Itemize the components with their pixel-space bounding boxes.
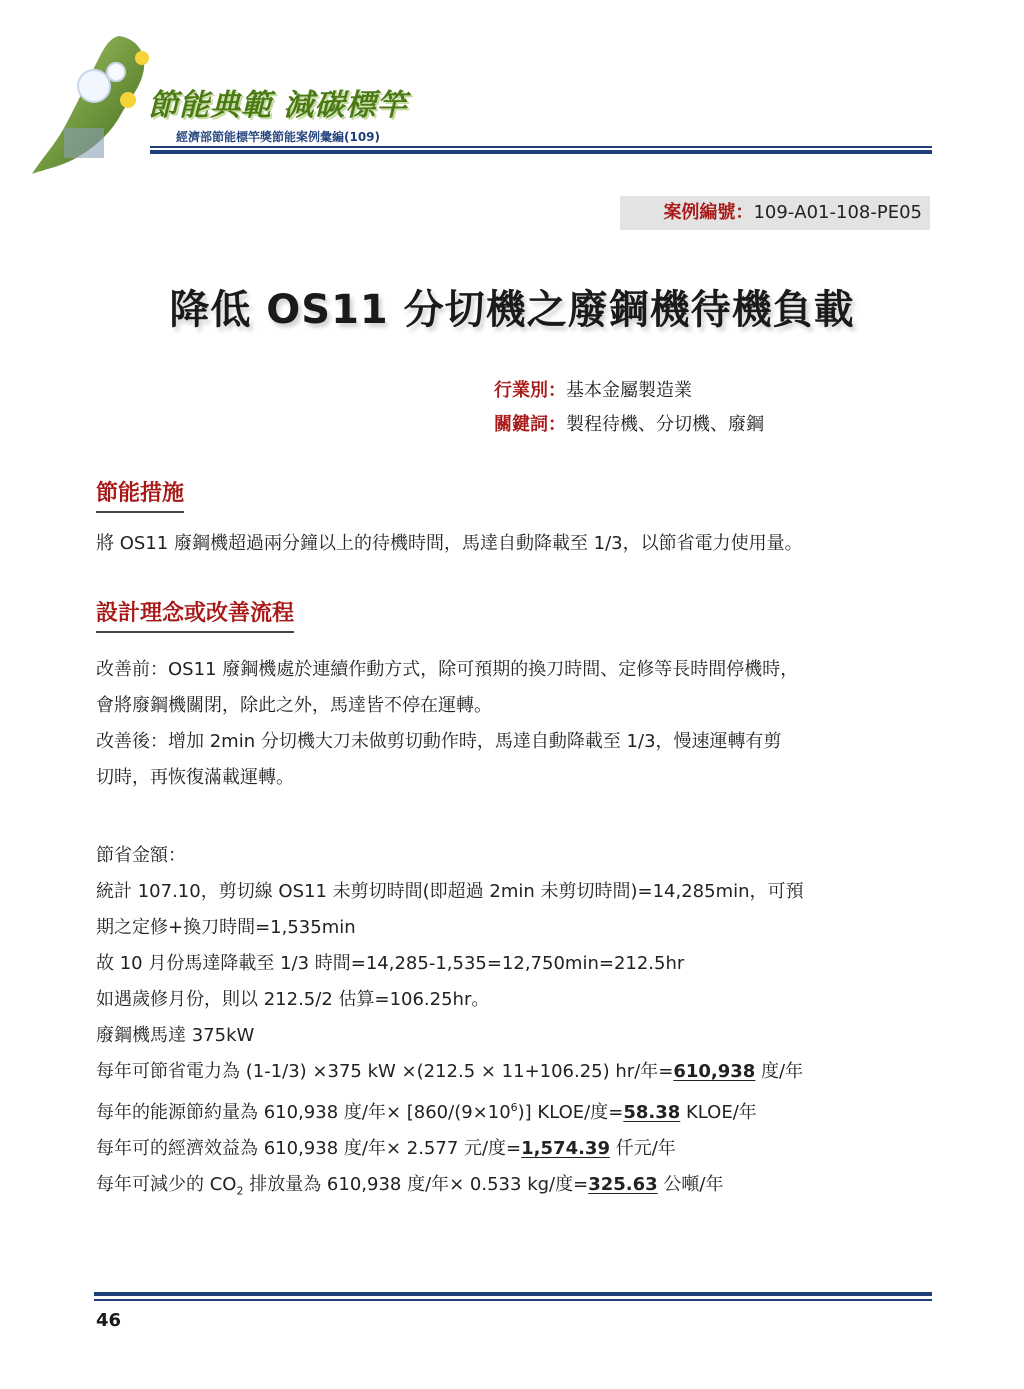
- page-number: 46: [96, 1310, 122, 1331]
- savings-line-5: 廢鋼機馬達 375kW: [96, 1025, 255, 1046]
- electricity-unit: 度/年: [755, 1061, 804, 1082]
- energy-unit: KLOE/年: [680, 1102, 757, 1123]
- after-line-2: 切時，再恢復滿載運轉。: [96, 767, 294, 788]
- measures-text: 將 OS11 廢鋼機超過兩分鐘以上的待機時間，馬達自動降載至 1/3，以節省電力使用量。: [96, 533, 803, 554]
- electricity-formula: 每年可節省電力為 (1-1/3) ×375 kW ×(212.5 × 11+106.25) hr/年=: [96, 1061, 674, 1082]
- co2-label: 每年可減少的 CO: [96, 1174, 237, 1195]
- savings-line-3: 故 10 月份馬達降載至 1/3 時間=14,285-1,535=12,750min=212.5hr: [96, 953, 685, 974]
- header-title: 節能典範 減碳標竿: [148, 88, 408, 123]
- savings-line-1: 統計 107.10，剪切線 OS11 未剪切時間(即超過 2min 未剪切時間)=14,285min，可預: [96, 881, 804, 902]
- industry-label: 行業別：: [494, 380, 566, 401]
- economic-benefit-line: [96, 1131, 936, 1167]
- before-line-1: 改善前：OS11 廢鋼機處於連續作動方式，除可預期的換刀時間、定修等長時間停機時，: [96, 659, 799, 680]
- case-id-box: [620, 196, 930, 230]
- energy-exponent: 6: [510, 1101, 518, 1114]
- energy-formula: 每年的能源節約量為 610,938 度/年× [860/(9×10: [96, 1102, 511, 1123]
- footer-divider: [94, 1292, 932, 1301]
- economic-unit: 仟元/年: [609, 1138, 676, 1159]
- section-heading-measures: 節能措施: [96, 476, 184, 513]
- savings-heading: 節省金額：: [96, 845, 186, 866]
- keywords-label: 關鍵詞：: [494, 414, 566, 435]
- energy-result: 58.38: [623, 1102, 681, 1123]
- header-divider: [150, 146, 932, 154]
- co2-formula: 排放量為 610,938 度/年× 0.533 kg/度=: [243, 1174, 589, 1195]
- co2-unit: 公噸/年: [657, 1174, 724, 1195]
- co2-subscript: 2: [236, 1184, 244, 1198]
- co2-result: 325.63: [588, 1174, 658, 1195]
- economic-formula: 每年可的經濟效益為 610,938 度/年× 2.577 元/度=: [96, 1138, 522, 1159]
- section-heading-design: 設計理念或改善流程: [96, 596, 294, 633]
- design-body: [96, 652, 936, 796]
- after-line-1: 改善後：增加 2min 分切機大刀未做剪切動作時，馬達自動降載至 1/3，慢速運轉有剪: [96, 731, 782, 752]
- economic-result: 1,574.39: [521, 1138, 610, 1159]
- energy-formula-end: )] KLOE/度=: [517, 1102, 624, 1123]
- header-subtitle: 經濟部節能標竿獎節能案例彙編(109): [176, 130, 381, 144]
- keywords-value: 製程待機、分切機、廢鋼: [566, 414, 764, 435]
- case-id-label: 案例編號：: [663, 202, 754, 223]
- keywords-row: [494, 410, 764, 436]
- energy-savings-line: [96, 1090, 936, 1131]
- before-line-2: 會將廢鋼機關閉，除此之外，馬達皆不停在運轉。: [96, 695, 492, 716]
- savings-body: [96, 838, 936, 1210]
- savings-line-2: 期之定修+換刀時間=1,535min: [96, 917, 356, 938]
- case-id-value: 109-A01-108-PE05: [753, 202, 922, 223]
- page-title: 降低 OS11 分切機之廢鋼機待機負載: [169, 287, 855, 333]
- savings-line-4: 如遇歲修月份，則以 212.5/2 估算=106.25hr。: [96, 989, 490, 1010]
- industry-row: [494, 376, 692, 402]
- electricity-result: 610,938: [673, 1061, 756, 1082]
- co2-reduction-line: [96, 1167, 936, 1210]
- industry-value: 基本金屬製造業: [566, 380, 692, 401]
- electricity-savings-line: [96, 1054, 936, 1090]
